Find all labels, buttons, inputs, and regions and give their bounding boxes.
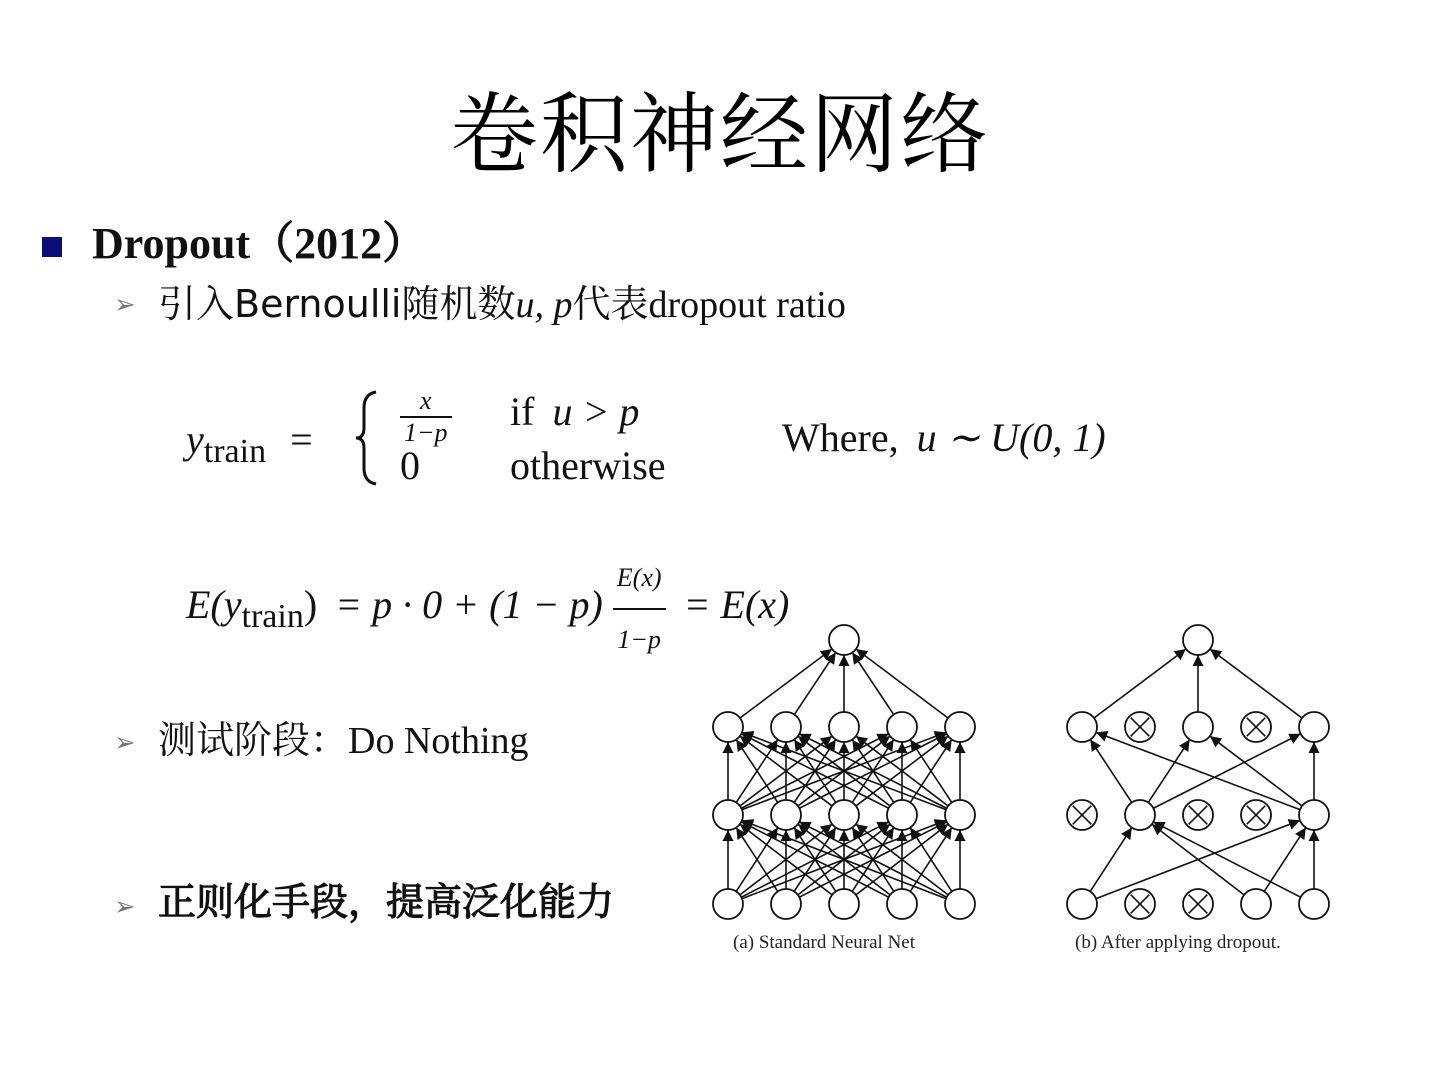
- connection-arrow: [1152, 824, 1244, 895]
- equation-expectation: [186, 548, 789, 670]
- standard-neural-net-diagram: [713, 625, 975, 919]
- neuron-node: [1299, 800, 1329, 830]
- eq1-if: if: [510, 389, 535, 434]
- arrow-bullet-icon: ➢: [114, 892, 136, 922]
- eq2-lhs-sub: train: [241, 598, 304, 636]
- eq1-lhs: y: [186, 417, 204, 462]
- bullet-bernoulli-en: dropout ratio: [648, 284, 846, 326]
- bullet-bernoulli-cn2: 代表: [572, 282, 649, 326]
- connection-arrow: [740, 649, 832, 718]
- eq1-frac-num: x: [400, 386, 452, 418]
- connection-arrow: [1096, 732, 1300, 809]
- eq1-where-math: u ∼ U(0, 1): [916, 415, 1106, 460]
- connection-arrow: [1210, 736, 1302, 806]
- neuron-node: [713, 800, 743, 830]
- neuron-node: [713, 889, 743, 919]
- eq1-case2-cond: otherwise: [510, 443, 666, 488]
- neuron-node: [1183, 712, 1213, 742]
- left-brace-icon: [352, 388, 382, 488]
- neuron-node: [1067, 712, 1097, 742]
- heading-dropout: Dropout（2012）: [92, 219, 427, 268]
- eq1-cond: u > p: [552, 389, 640, 434]
- eq2-lhs-close: ): [303, 582, 318, 628]
- connection-arrow: [1090, 740, 1131, 803]
- eq1-case1-cond: [510, 388, 639, 435]
- neuron-node: [945, 712, 975, 742]
- neuron-node: [1067, 889, 1097, 919]
- connection-arrow: [856, 649, 948, 718]
- neuron-node: [829, 800, 859, 830]
- connection-arrow: [1090, 828, 1132, 892]
- bullet-bernoulli: [158, 280, 846, 329]
- eq1-lhs-sub: train: [203, 433, 267, 470]
- eq2-frac-den: 1−p: [617, 625, 661, 654]
- neuron-node: [1241, 889, 1271, 919]
- connection-arrow: [1210, 649, 1302, 718]
- arrow-bullet-icon: ➢: [114, 290, 136, 320]
- neuron-node: [887, 712, 917, 742]
- neuron-node: [771, 800, 801, 830]
- eq1-case2-val: 0: [400, 443, 420, 488]
- neuron-node: [829, 625, 859, 655]
- eq2-frac-num: E(x): [613, 548, 666, 610]
- eq2-rhs: = E(x): [683, 582, 790, 628]
- eq1-equals: =: [290, 417, 313, 462]
- arrow-bullet-icon: ➢: [114, 728, 136, 758]
- neuron-node: [945, 800, 975, 830]
- eq2-mid: = p · 0 + (1 − p): [335, 582, 603, 628]
- dropout-applied-net-diagram: [1067, 625, 1329, 919]
- neuron-node: [771, 712, 801, 742]
- neuron-node: [887, 800, 917, 830]
- neuron-node: [713, 712, 743, 742]
- bullet-test-en: Do Nothing: [348, 720, 529, 762]
- neuron-node: [1125, 800, 1155, 830]
- equation-ytrain: [186, 410, 313, 482]
- eq2-lhs: E(y: [186, 582, 242, 628]
- bullet-test-cn: 测试阶段：: [158, 718, 349, 762]
- neuron-node: [1183, 625, 1213, 655]
- connection-arrow: [1094, 649, 1186, 718]
- eq1-where: [782, 414, 1106, 461]
- bullet-bernoulli-math: u, p: [515, 284, 573, 326]
- neuron-node: [945, 889, 975, 919]
- neuron-node: [829, 889, 859, 919]
- connection-arrow: [1153, 822, 1300, 897]
- neuron-node: [1299, 889, 1329, 919]
- eq1-case1-frac: [400, 386, 452, 448]
- neuron-node: [887, 889, 917, 919]
- caption-standard-net: (a) Standard Neural Net: [733, 932, 916, 953]
- dropout-network-figure: [700, 615, 1360, 930]
- eq1-frac-den: 1−p: [404, 418, 448, 447]
- slide-title: 卷积神经网络: [449, 83, 990, 186]
- neuron-node: [1299, 712, 1329, 742]
- eq1-where-label: Where,: [782, 415, 899, 460]
- bullet-regularization: 正则化手段，提高泛化能力: [158, 880, 615, 924]
- neuron-node: [829, 712, 859, 742]
- bullet-test-phase: [158, 716, 529, 765]
- neuron-node: [771, 889, 801, 919]
- bullet-bernoulli-cn: 引入Bernoulli随机数: [158, 282, 516, 326]
- bullet-square-icon: [42, 237, 62, 257]
- caption-dropout-net: (b) After applying dropout.: [1075, 932, 1281, 953]
- connection-arrow: [1153, 734, 1300, 808]
